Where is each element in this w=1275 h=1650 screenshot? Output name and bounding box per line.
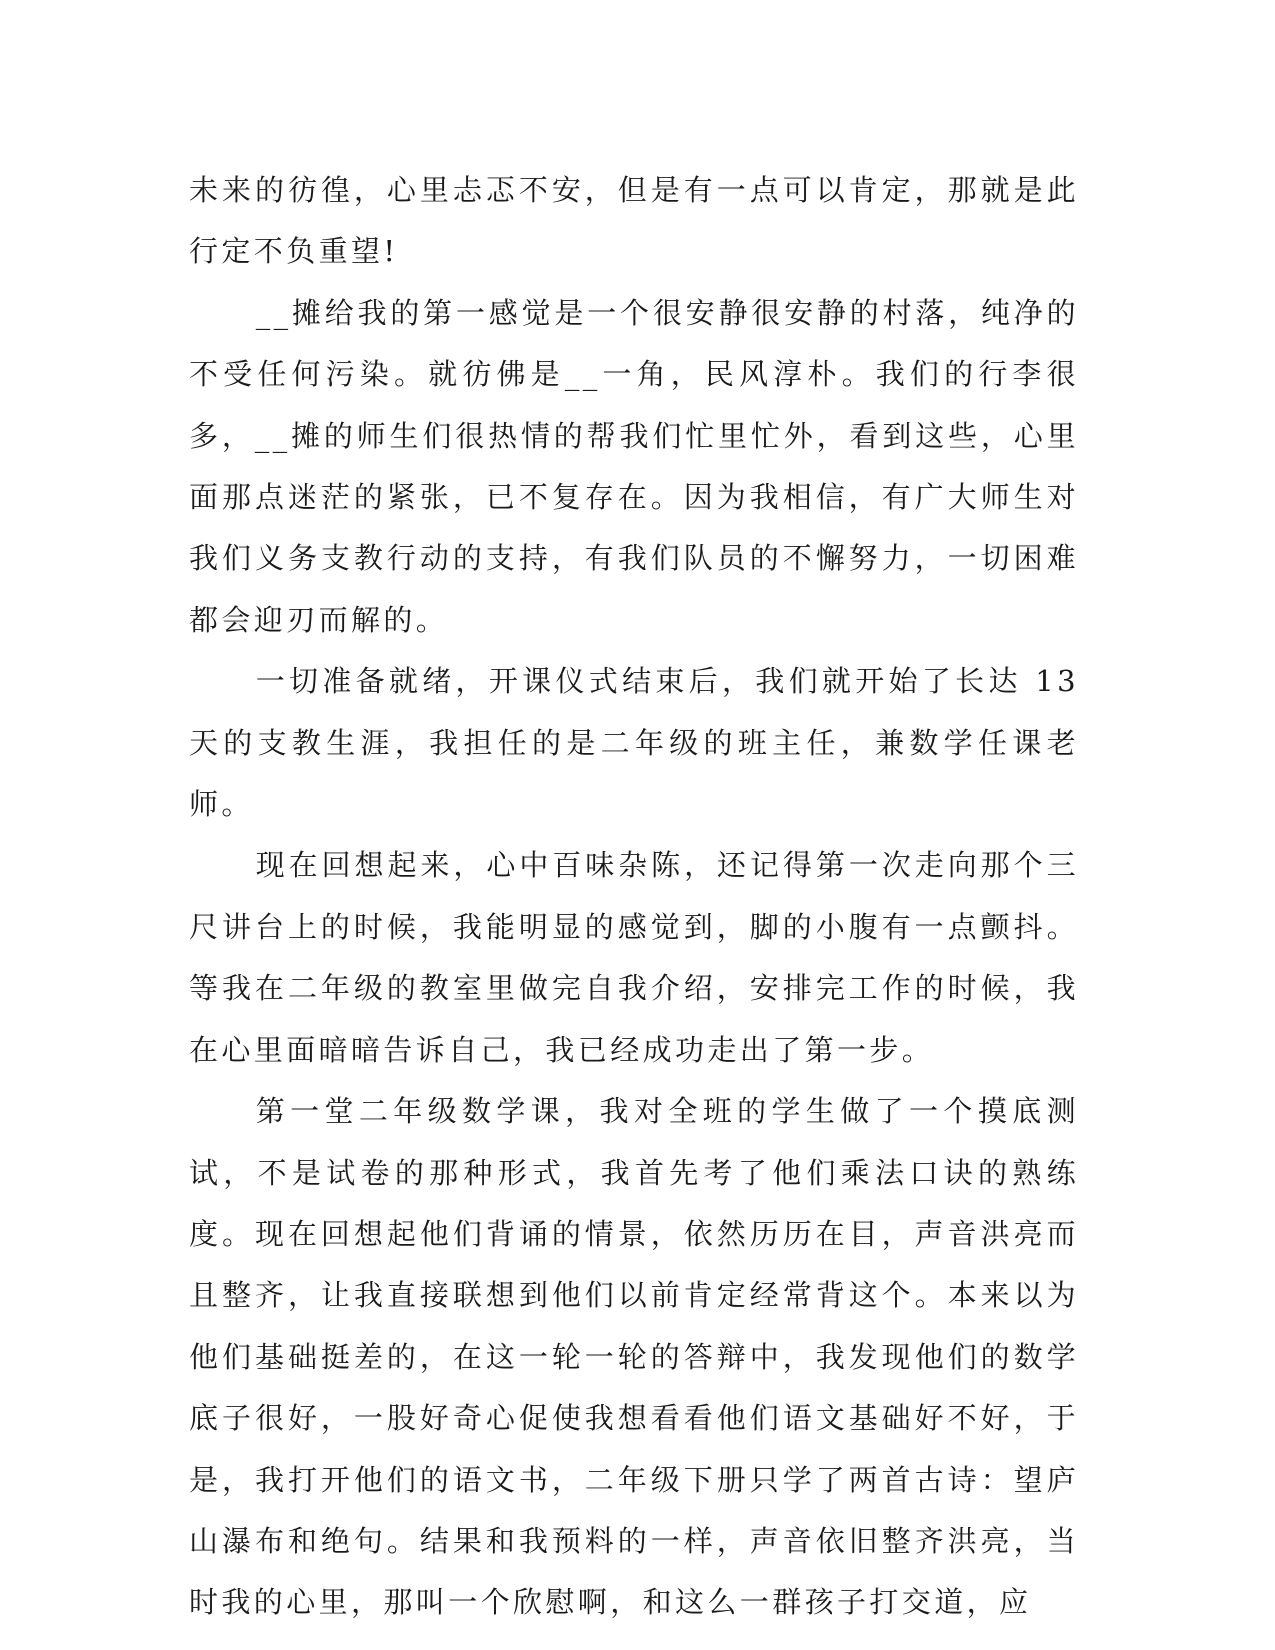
paragraph-5: 第一堂二年级数学课，我对全班的学生做了一个摸底测试，不是试卷的那种形式，我首先考了他们乘法口诀的熟练度。现在回想起他们背诵的情景，依然历历在目，声音洪亮而且整齐，让我直接联想到他们以前肯定经常背这个。本来以为他们基础挺差的，在这一轮一轮的答辩中，我发现他们的数学底子很好，一股好奇心促使我想看看他们语文基础好不好，于是，我打开他们的语文书，二年级下册只学了两首古诗：望庐山瀑布和绝句。结果和我预料的一样，声音依旧整齐洪亮，当时我的心里，那叫一个欣慰啊，和这么一群孩子打交道，应: [189, 1094, 1079, 1620]
paragraph-2: __摊给我的第一感觉是一个很安静很安静的村落，纯净的不受任何污染。就彷佛是__一角，民风淳朴。我们的行李很多，__摊的师生们很热情的帮我们忙里忙外，看到这些，心里面那点迷茫的紧张，已不复存在。因为我相信，有广大师生对我们义务支教行动的支持，有我们队员的不懈努力，一切困难都会迎刃而解的。: [189, 295, 1079, 637]
document-body: [189, 160, 1079, 1634]
paragraph-1: 未来的彷徨，心里忐忑不安，但是有一点可以肯定，那就是此行定不负重望!: [189, 173, 1079, 269]
paragraph-4: 现在回想起来，心中百味杂陈，还记得第一次走向那个三尺讲台上的时候，我能明显的感觉到，脚的小腹有一点颤抖。等我在二年级的教室里做完自我介绍，安排完工作的时候，我在心里面暗暗告诉自己，我已经成功走出了第一步。: [189, 848, 1079, 1067]
paragraph-3: 一切准备就绪，开课仪式结束后，我们就开始了长达 13 天的支教生涯，我担任的是二年级的班主任，兼数学任课老师。: [189, 664, 1079, 822]
